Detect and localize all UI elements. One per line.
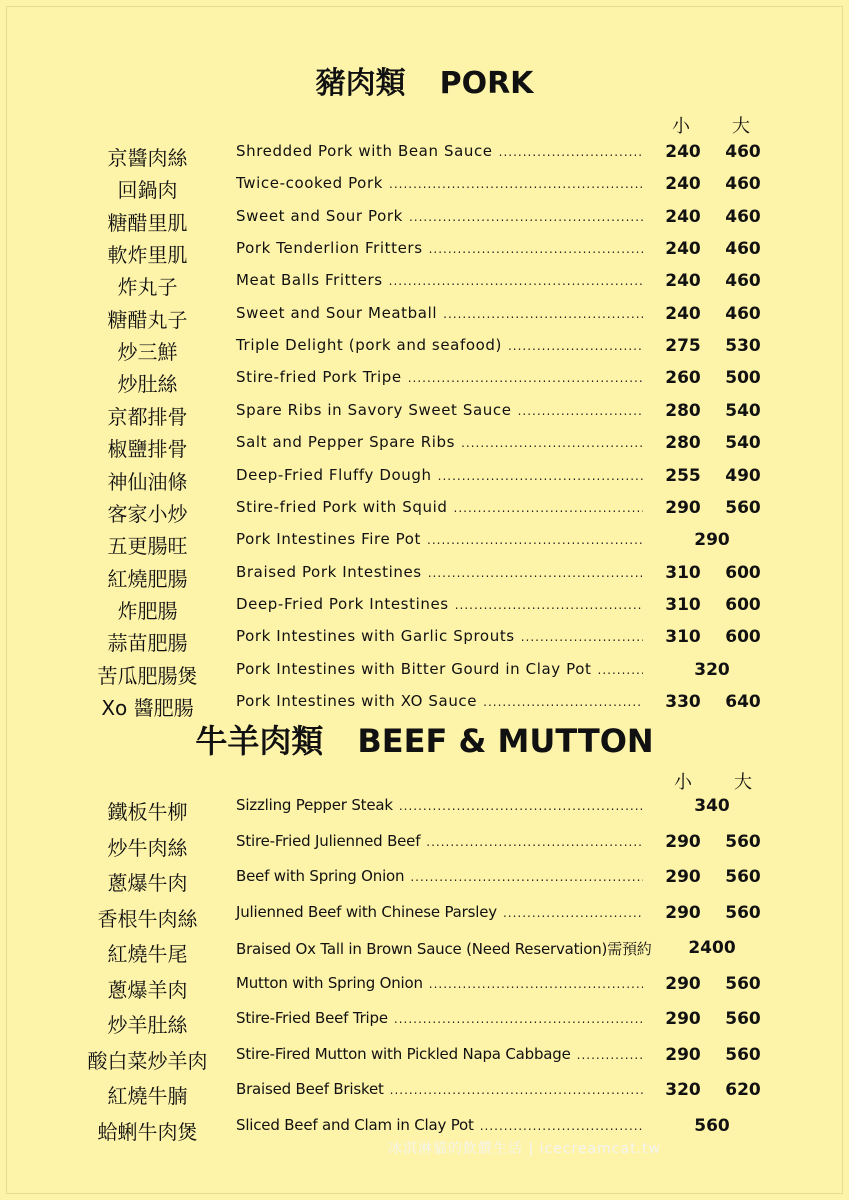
dish-name-zh: 紅燒牛尾 (107, 942, 188, 966)
price-large: 460 (725, 271, 761, 292)
menu-item-row (0, 660, 849, 690)
pork-size-small-header: 小 (672, 116, 690, 137)
dish-name-en-line (236, 903, 643, 921)
dish-name-zh: 蛤蜊牛肉煲 (97, 1119, 198, 1144)
dish-name-zh: 椒鹽排骨 (107, 437, 188, 462)
dot-leader (508, 339, 643, 353)
menu-item-row (0, 271, 849, 301)
dish-name-en: Braised Pork Intestines (236, 562, 422, 581)
dish-name-en: Beef with Spring Onion (236, 867, 405, 885)
price-single: 320 (694, 659, 730, 680)
dish-name-en-line (236, 1009, 643, 1027)
dish-name-en-line (236, 368, 643, 386)
price-small: 280 (665, 433, 701, 454)
dish-name-zh: 蒜苗肥腸 (107, 631, 188, 656)
beef-title-en: BEEF & MUTTON (357, 722, 654, 760)
dish-name-en: Mutton with Spring Onion (236, 973, 423, 992)
price-large: 460 (725, 174, 761, 195)
menu-item-row (0, 239, 849, 269)
dish-name-zh: 糖醋里肌 (107, 210, 188, 235)
dish-name-en-line (236, 595, 643, 613)
dish-name-en: Braised Beef Brisket (236, 1080, 384, 1098)
beef-section-title (0, 716, 849, 762)
dish-name-zh: 蔥爆羊肉 (107, 977, 188, 1002)
dot-leader (577, 1048, 643, 1062)
dish-name-en: Salt and Pepper Spare Ribs (236, 433, 456, 452)
dish-name-zh: 京都排骨 (107, 404, 188, 429)
dish-name-zh: 炒三鮮 (117, 340, 178, 365)
menu-item-row (0, 938, 849, 968)
dish-name-en-line (236, 796, 643, 814)
dish-name-en: Stire-Fried Beef Tripe (236, 1009, 388, 1027)
price-large: 560 (725, 1009, 761, 1029)
dish-name-en-line (236, 336, 643, 354)
dot-leader (394, 1012, 643, 1026)
menu-item-row (0, 595, 849, 625)
dish-name-zh: 炸丸子 (117, 275, 178, 300)
dish-name-en: Julienned Beef with Chinese Parsley (236, 902, 497, 921)
menu-item-row (0, 563, 849, 593)
dot-leader (426, 835, 643, 849)
dish-name-en-line (236, 530, 643, 548)
dish-name-en: Sweet and Sour Pork (236, 206, 403, 225)
dish-name-en: Pork Tenderlion Fritters (236, 239, 423, 258)
price-large: 460 (725, 239, 761, 260)
price-large: 530 (725, 336, 761, 357)
price-small: 310 (665, 627, 701, 648)
price-small: 275 (665, 336, 701, 357)
price-small: 240 (665, 174, 701, 195)
menu-item-row (0, 1045, 849, 1075)
menu-item-row (0, 368, 849, 398)
price-small: 320 (665, 1080, 701, 1100)
dish-name-en: Braised Ox Tall in Brown Sauce (Need Reservation)需預約 (236, 940, 652, 958)
price-large: 600 (725, 562, 761, 583)
dish-name-en: Stire-Fired Mutton with Pickled Napa Cabbage (236, 1044, 571, 1063)
dot-leader (389, 274, 643, 288)
dish-name-zh: 五更腸旺 (107, 534, 188, 559)
dot-leader (518, 404, 643, 418)
dish-name-en: Deep-Fried Pork Intestines (236, 594, 449, 613)
dish-name-zh: 紅燒牛腩 (107, 1084, 188, 1108)
dot-leader (499, 145, 643, 159)
price-large: 560 (725, 1044, 761, 1065)
dish-name-zh: 回鍋肉 (117, 178, 178, 203)
dot-leader (455, 598, 643, 612)
watermark-text: 冰淇淋貓的飲饌生活 | icecreamcat.tw (388, 1141, 661, 1157)
menu-item-row (0, 207, 849, 237)
dish-name-zh: 炒羊肚絲 (107, 1013, 188, 1037)
dish-name-en-line (236, 142, 643, 160)
menu-item-row (0, 174, 849, 204)
dot-leader (390, 1083, 643, 1097)
dish-name-zh: 鐵板牛柳 (107, 800, 188, 824)
menu-item-row (0, 974, 849, 1004)
dish-name-zh: 蔥爆牛肉 (107, 871, 188, 895)
dot-leader (389, 177, 643, 191)
dish-name-zh: 酸白菜炒羊肉 (87, 1048, 208, 1073)
dish-name-en: Sweet and Sour Meatball (236, 303, 438, 322)
dot-leader (408, 371, 643, 385)
dish-name-en-line (236, 207, 643, 225)
price-small: 290 (665, 1044, 701, 1065)
dish-name-en: Stire-fried Pork with Squid (236, 497, 448, 516)
menu-item-row (0, 142, 849, 172)
menu-item-row (0, 1080, 849, 1110)
price-large: 500 (725, 368, 761, 389)
dot-leader (480, 1119, 643, 1133)
dish-name-zh: 苦瓜肥腸煲 (97, 663, 198, 688)
pork-title-en: PORK (439, 66, 534, 101)
menu-item-row (0, 530, 849, 560)
beef-title-zh: 牛羊肉類 (195, 722, 324, 760)
price-small: 310 (665, 562, 701, 583)
menu-item-row (0, 832, 849, 862)
dish-name-en-line (236, 174, 643, 192)
price-single: 290 (694, 530, 730, 551)
price-large: 560 (725, 831, 761, 852)
price-single: 2400 (688, 938, 736, 958)
dish-name-en-line (236, 974, 643, 992)
price-small: 240 (665, 142, 701, 162)
menu-item-row (0, 401, 849, 431)
menu-item-row (0, 627, 849, 657)
price-large: 560 (725, 902, 761, 923)
dish-name-zh: 香根牛肉絲 (97, 906, 198, 931)
dot-leader (443, 307, 643, 321)
price-single: 340 (694, 796, 730, 816)
dish-name-en-line (236, 627, 643, 645)
price-small: 310 (665, 594, 701, 615)
dish-name-en: Stire-fried Pork Tripe (236, 368, 402, 387)
dish-name-en-line (236, 1116, 643, 1134)
menu-item-row (0, 498, 849, 528)
dish-name-en: Deep-Fried Fluffy Dough (236, 465, 432, 484)
dish-name-en-line (236, 867, 643, 885)
price-small: 240 (665, 239, 701, 260)
dish-name-en-line (236, 466, 643, 484)
dish-name-zh: 軟炸里肌 (107, 243, 188, 268)
dish-name-en: Shredded Pork with Bean Sauce (236, 142, 493, 160)
dish-name-en-line (236, 239, 643, 257)
pork-title-zh: 豬肉類 (315, 66, 406, 101)
price-small: 240 (665, 303, 701, 324)
dish-name-en-line (236, 660, 643, 678)
price-single: 560 (694, 1115, 730, 1136)
price-small: 260 (665, 368, 701, 389)
menu-item-row (0, 466, 849, 496)
price-small: 290 (665, 1009, 701, 1029)
menu-item-row (0, 304, 849, 334)
price-large: 460 (725, 206, 761, 227)
price-large: 490 (725, 465, 761, 486)
dish-name-zh: 炒牛肉絲 (107, 835, 188, 860)
dish-name-en: Triple Delight (pork and seafood) (236, 336, 502, 355)
menu-item-row (0, 433, 849, 463)
price-large: 540 (725, 433, 761, 454)
menu-item-row (0, 336, 849, 366)
price-large: 540 (725, 400, 761, 421)
dish-name-en-line (236, 271, 643, 289)
dish-name-en: Twice-cooked Pork (236, 174, 384, 193)
menu-item-row (0, 796, 849, 826)
dot-leader (429, 977, 643, 991)
dish-name-en-line (236, 1080, 643, 1098)
dish-name-en: Pork Intestines with XO Sauce (236, 691, 478, 710)
dish-name-zh: Xo 醬肥腸 (101, 695, 194, 720)
dish-name-zh: 京醬肉絲 (107, 146, 188, 170)
price-large: 560 (725, 973, 761, 994)
price-small: 240 (665, 271, 701, 292)
dish-name-en-line (236, 938, 652, 959)
price-small: 290 (665, 831, 701, 852)
dot-leader (521, 630, 643, 644)
menu-item-row (0, 867, 849, 897)
price-small: 280 (665, 400, 701, 421)
dish-name-en: Pork Intestines with Bitter Gourd in Clay Pot (236, 659, 592, 678)
menu-item-row (0, 903, 849, 933)
beef-size-large-header: 大 (734, 772, 752, 793)
dish-name-en: Spare Ribs in Savory Sweet Sauce (236, 400, 512, 419)
price-large: 620 (725, 1080, 761, 1100)
price-large: 560 (725, 867, 761, 887)
dish-name-en-line (236, 692, 643, 710)
dot-leader (399, 799, 643, 813)
price-large: 460 (725, 142, 761, 162)
price-large: 600 (725, 627, 761, 648)
pork-section-title (0, 58, 849, 102)
dot-leader (454, 501, 643, 515)
price-large: 560 (725, 497, 761, 518)
dot-leader (428, 566, 643, 580)
dot-leader (503, 906, 643, 920)
dot-leader (461, 436, 643, 450)
price-large: 640 (725, 691, 761, 712)
dish-name-en-line (236, 433, 643, 451)
dish-name-en-line (236, 1045, 643, 1063)
price-small: 290 (665, 973, 701, 994)
dish-name-zh: 紅燒肥腸 (107, 566, 188, 591)
dish-name-en-line (236, 563, 643, 581)
menu-item-row (0, 1009, 849, 1039)
price-small: 240 (665, 206, 701, 227)
price-small: 290 (665, 902, 701, 923)
dish-name-en: Sliced Beef and Clam in Clay Pot (236, 1115, 474, 1134)
dish-name-zh: 糖醋丸子 (107, 307, 188, 332)
price-small: 290 (665, 497, 701, 518)
dot-leader (427, 533, 643, 547)
dish-name-en-line (236, 498, 643, 516)
dish-name-en-line (236, 401, 643, 419)
dot-leader (438, 469, 643, 483)
price-small: 330 (665, 691, 701, 712)
dish-name-zh: 炸肥腸 (117, 598, 178, 623)
dot-leader (409, 210, 643, 224)
dish-name-zh: 神仙油條 (107, 469, 188, 494)
dish-name-en-line (236, 304, 643, 322)
dot-leader (598, 663, 644, 677)
dish-name-en: Stire-Fried Julienned Beef (236, 831, 421, 850)
price-large: 600 (725, 594, 761, 615)
dish-name-en: Pork Intestines with Garlic Sprouts (236, 627, 515, 646)
price-small: 290 (665, 867, 701, 887)
pork-size-large-header: 大 (732, 116, 750, 137)
dot-leader (410, 870, 643, 884)
dot-leader (483, 695, 643, 709)
dish-name-zh: 客家小炒 (107, 501, 188, 526)
dish-name-zh: 炒肚絲 (117, 372, 178, 397)
dot-leader (429, 242, 643, 256)
price-large: 460 (725, 303, 761, 324)
price-small: 255 (665, 465, 701, 486)
beef-size-small-header: 小 (674, 772, 692, 793)
dish-name-en-line (236, 832, 643, 850)
dish-name-en: Meat Balls Fritters (236, 271, 383, 290)
dish-name-en: Pork Intestines Fire Pot (236, 530, 422, 549)
dish-name-en: Sizzling Pepper Steak (236, 796, 393, 814)
